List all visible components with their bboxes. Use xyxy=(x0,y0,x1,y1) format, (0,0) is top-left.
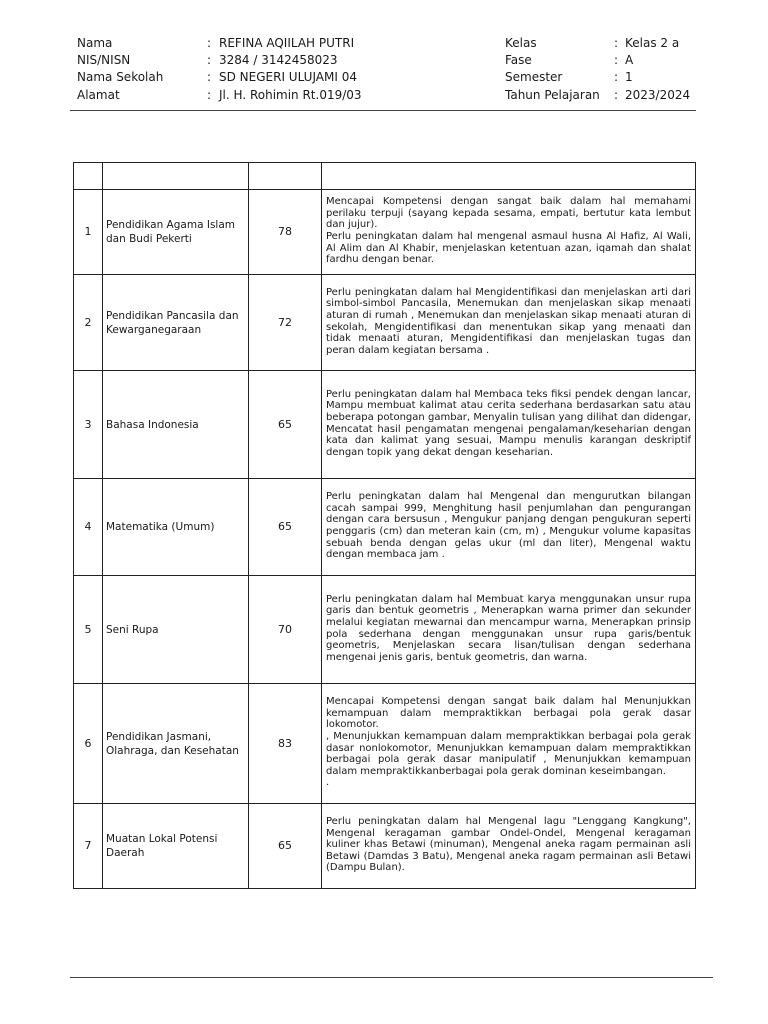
info-value-semester: 1 xyxy=(625,70,633,84)
info-label-phase: Fase xyxy=(505,53,532,67)
info-value-nis: 3284 / 3142458023 xyxy=(219,53,338,67)
info-sep: : xyxy=(207,88,212,102)
table-row xyxy=(74,371,696,479)
info-value-school: SD NEGERI ULUJAMI 04 xyxy=(219,70,357,84)
achievement-description: Perlu peningkatan dalam hal Mengenal dan mengurutkan bilangan cacah sampai 999, Menghitung hasil penjumlahan dan pengurangan dengan cara bersusun , Mengukur panjang dengan pengukuran seperti penggaris (cm) dan meteran kain (cm, m) , Mengukur volume kapasitas sebuah benda dengan gelas ukur (ml dan liter), Mengenal waktu dengan membaca jam . xyxy=(322,479,696,576)
achievement-description: Mencapai Kompetensi dengan sangat baik dalam hal Menunjukkan kemampuan dalam mempraktikkan berbagai pola gerak dasar lokomotor. , Menunjukkan kemampuan dalam mempraktikkan berbagai pola gerak dasar nonlokomotor, Menunjukkan kemampuan dalam mempraktikkan berbagai pola gerak dasar manipulatif , Menunjukkan kemampuan dalam mempraktikkanberbagai pola gerak dominan keseimbangan. . xyxy=(322,684,696,804)
row-number: 7 xyxy=(74,804,103,889)
info-value-address: Jl. H. Rohimin Rt.019/03 xyxy=(219,88,362,102)
row-number: 3 xyxy=(74,371,103,479)
subject-name: Seni Rupa xyxy=(103,576,249,684)
info-sep: : xyxy=(207,36,212,50)
info-sep: : xyxy=(207,53,212,67)
row-number: 6 xyxy=(74,684,103,804)
score-value: 65 xyxy=(249,371,322,479)
header-cell-no xyxy=(74,163,103,190)
achievement-description: Perlu peningkatan dalam hal Membaca teks fiksi pendek dengan lancar, Mampu membuat kalimat atau cerita sederhana berdasarkan satu atau beberapa potongan gambar, Menyalin tulisan yang dilihat dan didengar, Mencatat hasil pengamatan mengenai pengalaman/keseharian dengan kata dan kalimat yang sesuai, Mampu menulis karangan deskriptif dengan topik yang dekat dengan keseharian. xyxy=(322,371,696,479)
info-sep: : xyxy=(614,36,619,50)
info-value-year: 2023/2024 xyxy=(625,88,691,102)
header-cell-score xyxy=(249,163,322,190)
info-value-nama: REFINA AQIILAH PUTRI xyxy=(219,36,355,50)
table-row xyxy=(74,576,696,684)
info-label-year: Tahun Pelajaran xyxy=(505,88,600,102)
score-value: 83 xyxy=(249,684,322,804)
info-sep: : xyxy=(207,70,212,84)
info-label-nis: NIS/NISN xyxy=(77,53,131,67)
grades-table xyxy=(73,162,696,889)
info-label-school: Nama Sekolah xyxy=(77,70,164,84)
achievement-description: Mencapai Kompetensi dengan sangat baik dalam hal memahami perilaku terpuji (sayang kepada sesama, empati, bertutur kata lembut dan jujur). Perlu peningkatan dalam hal mengenal asmaul husna Al Hafiz, Al Wali, Al Alim dan Al Khabir, menjelaskan ketentuan azan, iqamah dan shalat fardhu dengan benar. xyxy=(322,190,696,275)
table-row xyxy=(74,479,696,576)
header-cell-description xyxy=(322,163,696,190)
row-number: 1 xyxy=(74,190,103,275)
row-number: 2 xyxy=(74,275,103,371)
subject-name: Pendidikan Jasmani, Olahraga, dan Kesehatan xyxy=(103,684,249,804)
achievement-description: Perlu peningkatan dalam hal Membuat karya menggunakan unsur rupa garis dan bentuk geometris , Menerapkan warna primer dan sekunder melalui kegiatan mewarnai dan mencampur warna, Menerapkan prinsip pola sederhana dengan menggunakan unsur rupa garis/bentuk geometris, Menjelaskan secara lisan/tulisan dengan sederhana mengenai jenis garis, bentuk geometris, dan warna. xyxy=(322,576,696,684)
info-label-class: Kelas xyxy=(505,36,537,50)
achievement-description: Perlu peningkatan dalam hal Mengenal lagu "Lenggang Kangkung", Mengenal keragaman gambar Ondel-Ondel, Mengenal keragaman kuliner khas Betawi (minuman), Mengenal aneka ragam permainan asli Betawi (Damdas 3 Batu), Mengenal aneka ragam permainan asli Betawi (Dampu Bulan). xyxy=(322,804,696,889)
achievement-description: Perlu peningkatan dalam hal Mengidentifikasi dan menjelaskan arti dari simbol-simbol Pancasila, Menemukan dan menjelaskan sikap menaati aturan di rumah , Menemukan dan menjelaskan sikap menaati aturan di sekolah, Mengidentifikasi dan menentukan sikap yang menaati dan tidak menaati aturan, Mengidentifikasi dan menjelaskan tugas dan peran dalam kegiatan bersama . xyxy=(322,275,696,371)
subject-name: Pendidikan Agama Islam dan Budi Pekerti xyxy=(103,190,249,275)
score-value: 78 xyxy=(249,190,322,275)
table-header-row xyxy=(74,163,696,190)
subject-name: Pendidikan Pancasila dan Kewarganegaraan xyxy=(103,275,249,371)
table-row xyxy=(74,275,696,371)
score-value: 70 xyxy=(249,576,322,684)
info-value-class: Kelas 2 a xyxy=(625,36,680,50)
table-row xyxy=(74,684,696,804)
row-number: 5 xyxy=(74,576,103,684)
info-sep: : xyxy=(614,70,619,84)
subject-name: Muatan Lokal Potensi Daerah xyxy=(103,804,249,889)
student-info-header xyxy=(0,0,768,112)
footer-divider xyxy=(70,977,713,978)
info-value-phase: A xyxy=(625,53,634,67)
info-label-semester: Semester xyxy=(505,70,563,84)
table-row xyxy=(74,190,696,275)
info-sep: : xyxy=(614,88,619,102)
score-value: 65 xyxy=(249,479,322,576)
header-divider xyxy=(70,110,696,111)
table-row xyxy=(74,804,696,889)
score-value: 65 xyxy=(249,804,322,889)
header-cell-subject xyxy=(103,163,249,190)
score-value: 72 xyxy=(249,275,322,371)
subject-name: Bahasa Indonesia xyxy=(103,371,249,479)
info-sep: : xyxy=(614,53,619,67)
info-label-address: Alamat xyxy=(77,88,120,102)
info-label-nama: Nama xyxy=(77,36,113,50)
subject-name: Matematika (Umum) xyxy=(103,479,249,576)
row-number: 4 xyxy=(74,479,103,576)
